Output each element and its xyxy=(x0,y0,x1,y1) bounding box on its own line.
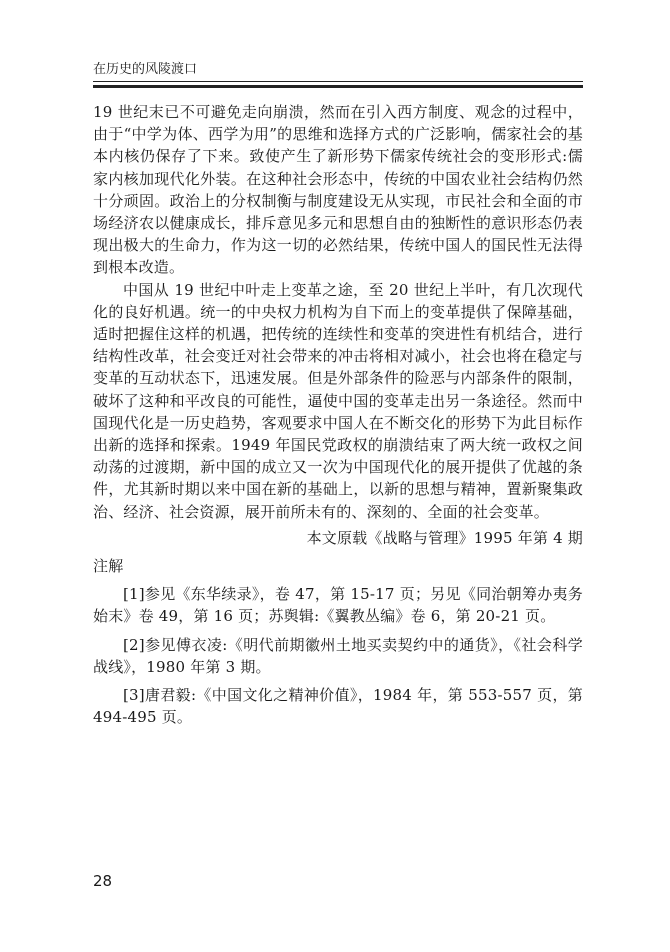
notes-title: 注解 xyxy=(93,557,124,576)
note-2: [2]参见傅衣凌:《明代前期徽州土地买卖契约中的通货》，《社会科学战线》，1980 年第 3 期。 xyxy=(93,635,583,676)
page-number: 28 xyxy=(93,872,113,890)
paragraph-1: 19 世纪末已不可避免走向崩溃，然而在引入西方制度、观念的过程中，由于“中学为体、西学为用”的思维和选择方式的广泛影响，儒家社会的基本内核仍保存了下来。致使产生了新形势下儒家传统社会的变形形式:儒家内核加现代化外装。在这种社会形态中，传统的中国农业社会结构仍然十分顽固。政治上的分权制衡与制度建设无从实现，市民社会和全面的市场经济农以健康成长，排斥意见多元和思想自由的独断性的意识形态仍表现出极大的生命力，作为这一切的必然结果，传统中国人的国民性无法得到根本改造。 xyxy=(93,103,583,277)
paragraph-2: 中国从 19 世纪中叶走上变革之途，至 20 世纪上半叶，有几次现代化的良好机遇。统一的中央权力机构为自下而上的变革提供了保障基础，适时把握住这样的机遇，把传统的连续性和变革的突进性有机结合，进行结构性改革，社会变迁对社会带来的冲击将相对减小，社会也将在稳定与变革的互动状态下，迅速发展。但是外部条件的险恶与内部条件的限制，破坏了这种和平改良的可能性，逼使中国的变革走出另一条途径。然而中国现代化是一历史趋势，客观要求中国人在不断交化的形势下为此目标作出新的选择和探索。1949 年国民党政权的崩溃结束了两大统一政权之间动荡的过渡期，新中国的成立又一次为中国现代化的展开提供了优越的条件，尤其新时期以来中国在新的基础上，以新的思想与精神，置新聚集政治、经济、社会资源，展开前所未有的、深刻的、全面的社会变革。 xyxy=(93,280,583,521)
source-note: 本文原载《战略与管理》1995 年第 4 期 xyxy=(306,528,583,547)
note-3: [3]唐君毅:《中国文化之精神价值》，1984 年，第 553-557 页，第 494-495 页。 xyxy=(93,686,583,727)
running-header: 在历史的风陵渡口 xyxy=(93,62,198,77)
header-rule-thin xyxy=(93,81,583,82)
header-rule-thick xyxy=(93,85,583,88)
main-text xyxy=(93,101,583,728)
note-1: [1]参见《东华续录》，卷 47，第 15-17 页；另见《同治朝筹办夷务始末》卷 49，第 16 页；苏舆辑:《翼教丛编》卷 6，第 20-21 页。 xyxy=(93,585,583,626)
